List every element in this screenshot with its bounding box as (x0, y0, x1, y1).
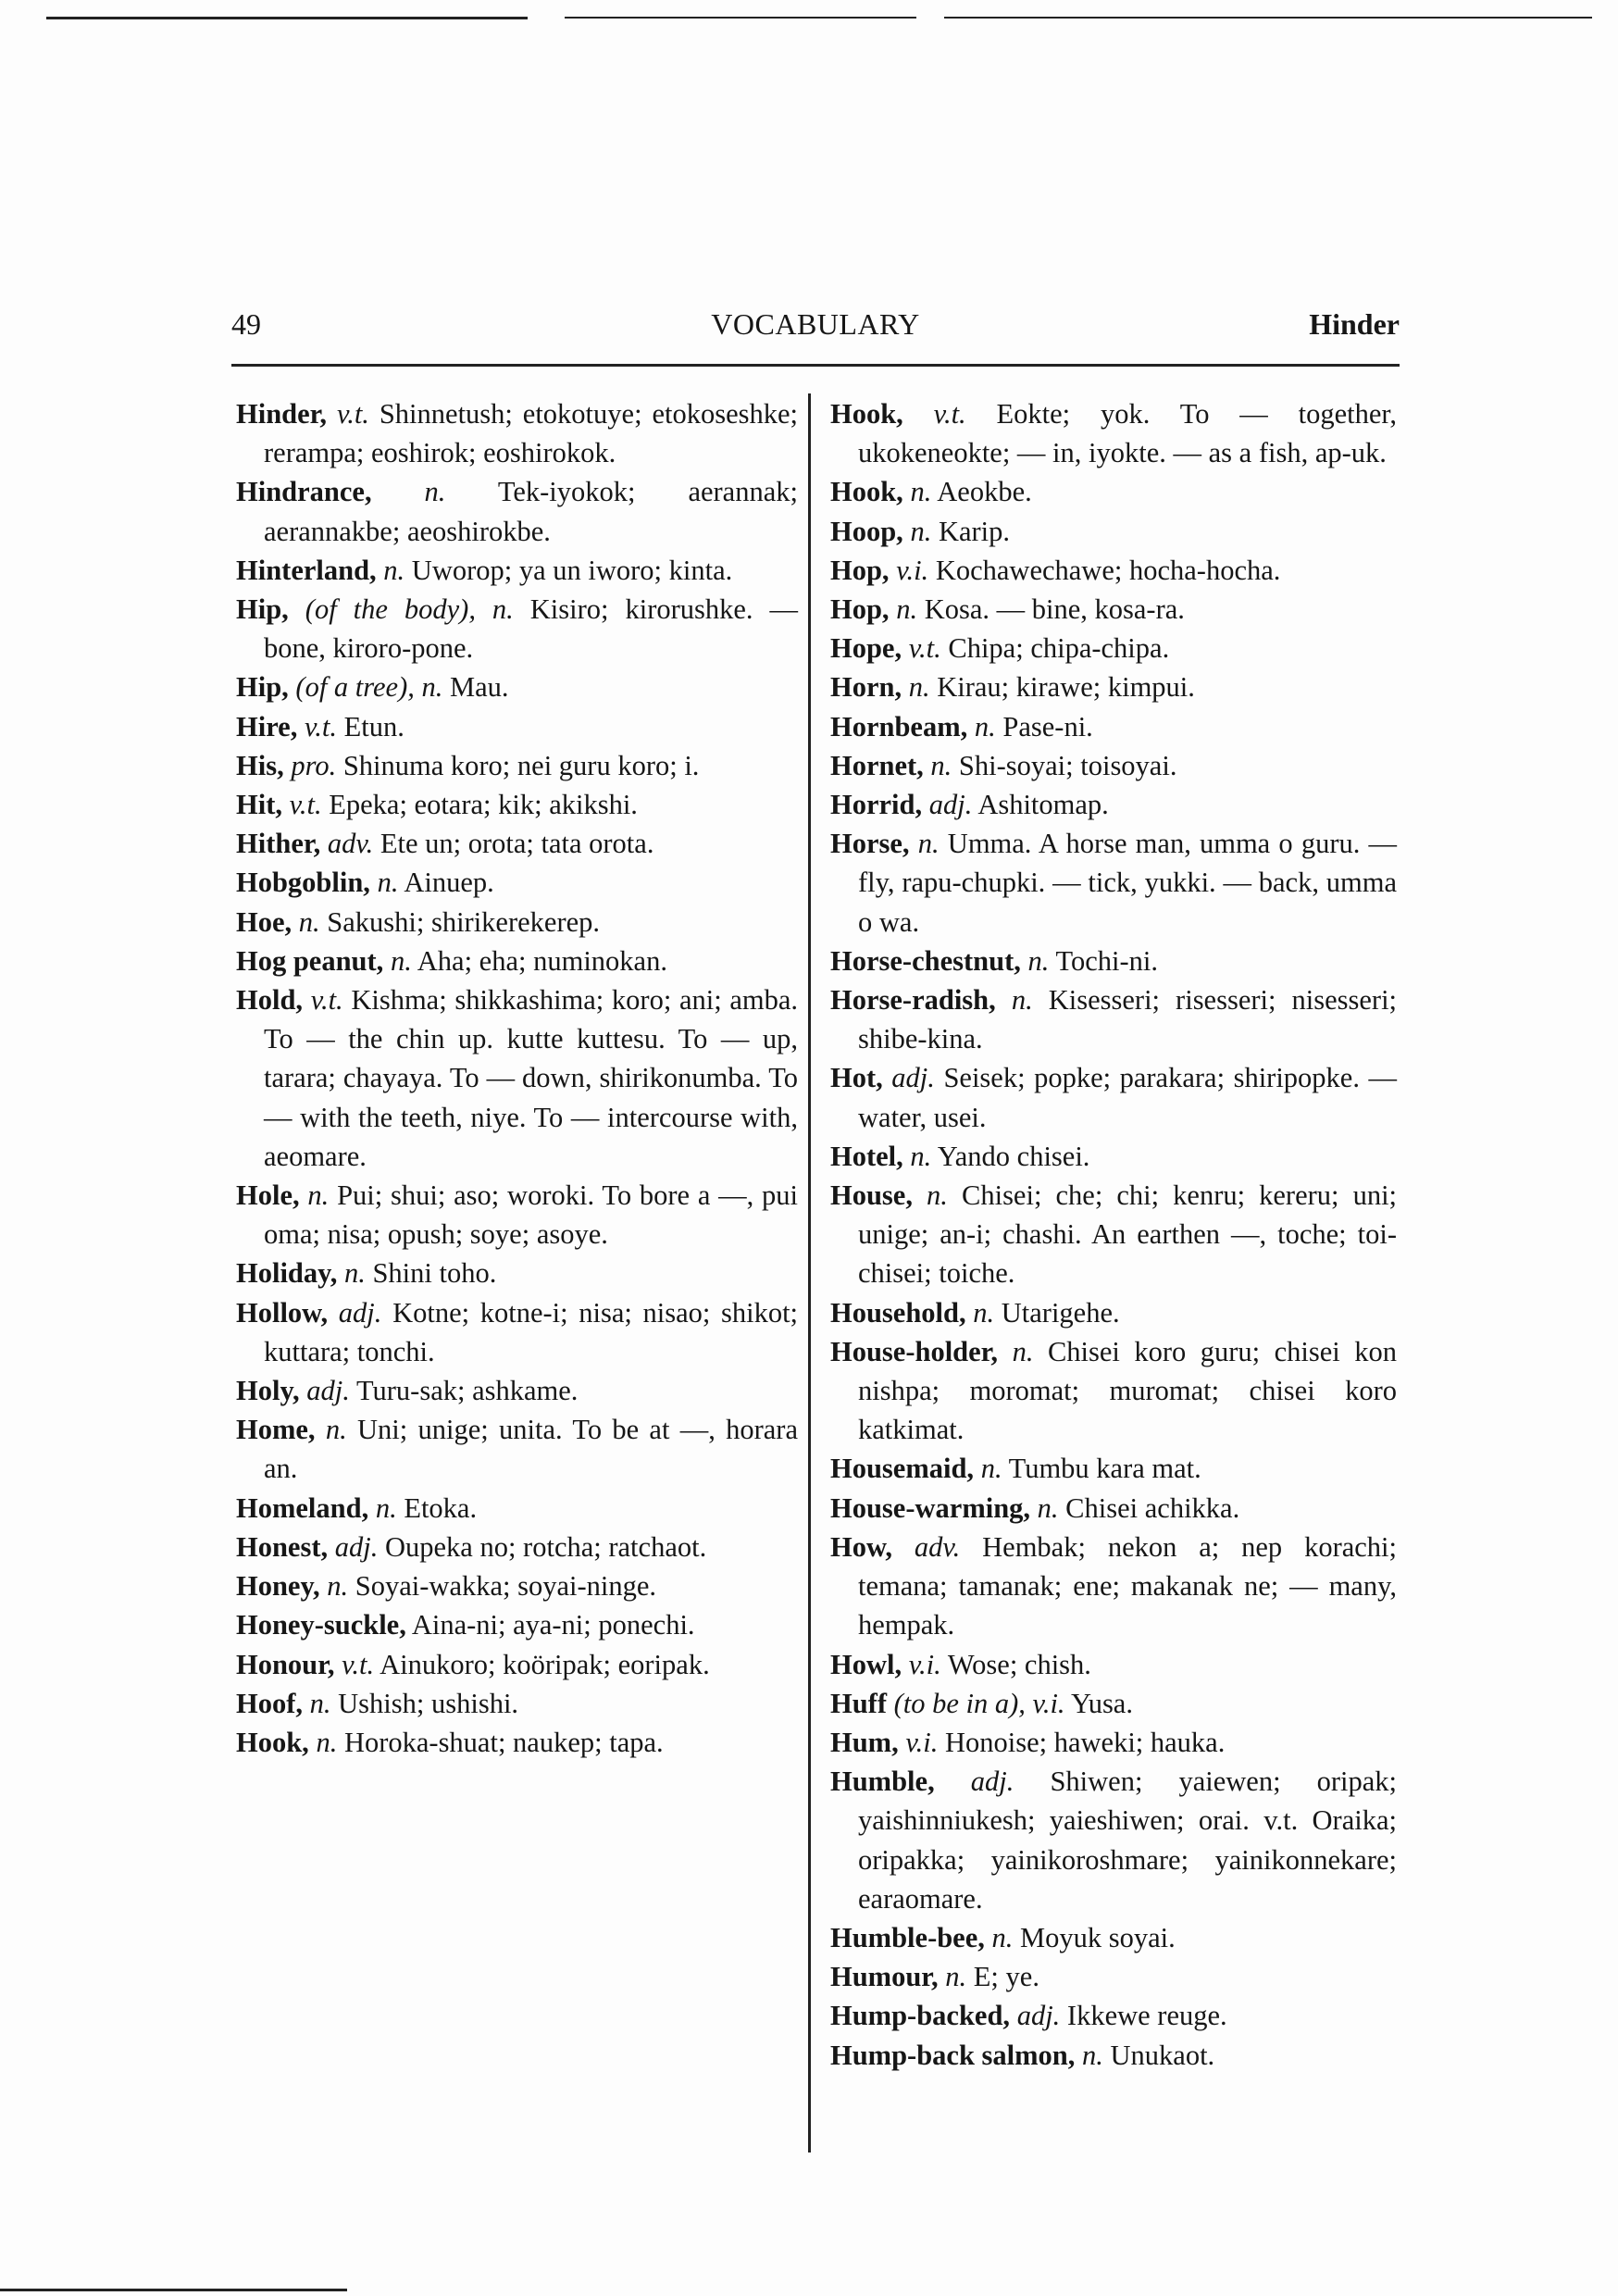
dictionary-entry (830, 472, 1397, 511)
entry-definition: Moyuk soyai. (1020, 1921, 1176, 1953)
entry-part-of-speech: n. (309, 1687, 331, 1719)
entry-headword: Horrid, (830, 789, 923, 821)
entry-part-of-speech: (of the body), n. (305, 593, 514, 626)
entry-part-of-speech: n. (1011, 984, 1033, 1017)
dictionary-entry (830, 2036, 1397, 2075)
entry-part-of-speech: n. (327, 1570, 349, 1603)
entry-definition: Honoise; haweki; hauka. (944, 1726, 1226, 1758)
entry-definition: Pui; shui; aso; woroki. To bore a —, pui oma; nisa; opush; soye; asoye. (264, 1179, 799, 1251)
dictionary-entry (236, 707, 798, 746)
entry-definition: Eokte; yok. To — together, ukokeneokte; — in, iyokte. — as a fish, ap-uk. (858, 398, 1397, 469)
entry-headword: Horse-chestnut, (830, 944, 1021, 977)
dictionary-entry (236, 394, 798, 472)
entry-definition: Tumbu kara mat. (1008, 1453, 1201, 1485)
entry-definition: Chisei; che; chi; kenru; kereru; uni; unige; an-i; chashi. An earthen —, toche; toi-chisei; toiche. (858, 1179, 1398, 1290)
dictionary-entry (236, 551, 798, 590)
entry-headword: Hinterland, (236, 554, 377, 586)
entry-part-of-speech: v.t. (908, 632, 941, 665)
dictionary-entry (830, 1293, 1397, 1332)
entry-part-of-speech: n. (908, 671, 930, 704)
entry-definition: Kirau; kirawe; kimpui. (937, 671, 1195, 704)
entry-part-of-speech: n. (917, 828, 940, 860)
entry-part-of-speech: adj. (334, 1530, 379, 1563)
entry-part-of-speech: adj. (891, 1062, 935, 1094)
entry-definition: Ikkewe reuge. (1066, 2000, 1227, 2032)
entry-part-of-speech: n. (424, 476, 446, 508)
entry-definition: Shiwen; yaiewen; oripak; yaishinniukesh; yaieshiwen; orai. v.t. Oraika; oripakka; yainikoroshmare; yainikonnekare; earaomare. (858, 1766, 1398, 1915)
entry-definition: Ushish; ushishi. (338, 1687, 519, 1719)
entry-part-of-speech: n. (974, 710, 996, 742)
dictionary-entry (830, 512, 1397, 551)
entry-part-of-speech: v.i. (905, 1726, 939, 1758)
entry-part-of-speech: v.t. (289, 789, 322, 821)
dictionary-entry (830, 1918, 1397, 1957)
entry-definition: Shini toho. (372, 1257, 497, 1290)
running-title: VOCABULARY (711, 307, 920, 341)
entry-headword: Hip, (236, 593, 289, 626)
dictionary-entry (830, 942, 1397, 980)
entry-headword: Honey-suckle, (236, 1609, 406, 1641)
entry-part-of-speech: adj. (1016, 2000, 1061, 2032)
entry-headword: Hop, (830, 554, 890, 586)
entry-definition: Shi-soyai; toisoyai. (958, 749, 1177, 781)
entry-headword: Hot, (830, 1062, 883, 1094)
entry-part-of-speech: v.t. (342, 1648, 375, 1680)
entry-part-of-speech: n. (307, 1179, 330, 1212)
dictionary-entry (830, 785, 1397, 824)
entry-part-of-speech: n. (910, 1140, 932, 1172)
entry-part-of-speech: (of a tree), n. (295, 671, 443, 704)
entry-headword: Hole, (236, 1179, 300, 1212)
entry-headword: House, (830, 1179, 913, 1212)
entry-part-of-speech: n. (973, 1296, 995, 1329)
dictionary-entry (830, 1957, 1397, 1996)
entry-part-of-speech: n. (316, 1726, 338, 1758)
dictionary-entry (830, 824, 1397, 942)
entry-part-of-speech: n. (1027, 944, 1050, 977)
entry-headword: Humour, (830, 1961, 939, 1993)
entry-definition: Etun. (343, 710, 404, 742)
dictionary-entry (830, 1176, 1397, 1293)
dictionary-entry (830, 590, 1397, 629)
dictionary-entry (830, 1137, 1397, 1176)
entry-part-of-speech: v.i. (896, 554, 929, 586)
entry-headword: House-holder, (830, 1335, 999, 1367)
entry-headword: Hook, (830, 476, 903, 508)
entry-headword: Holiday, (236, 1257, 338, 1290)
entry-definition: Ete un; orota; tata orota. (380, 828, 654, 860)
entry-headword: Howl, (830, 1648, 902, 1680)
entry-headword: Hip, (236, 671, 289, 704)
entry-part-of-speech: v.t. (310, 984, 343, 1017)
dictionary-entry (236, 1528, 798, 1566)
left-column (236, 394, 798, 1762)
entry-headword: Hire, (236, 710, 298, 742)
dictionary-entry (830, 1645, 1397, 1684)
dictionary-entry (236, 472, 798, 550)
entry-part-of-speech: n. (980, 1453, 1002, 1485)
page-header (231, 307, 1400, 354)
entry-headword: Hump-back salmon, (830, 2039, 1076, 2071)
entry-part-of-speech: n. (390, 944, 412, 977)
entry-headword: Humble, (830, 1766, 935, 1798)
entry-headword: Hornet, (830, 749, 924, 781)
entry-headword: Hit, (236, 789, 282, 821)
entry-part-of-speech: v.t. (933, 398, 966, 430)
entry-part-of-speech: adv. (914, 1530, 961, 1563)
entry-headword: How, (830, 1530, 892, 1563)
entry-definition: Soyai-wakka; soyai-ninge. (355, 1570, 657, 1603)
dictionary-entry (830, 980, 1397, 1058)
entry-part-of-speech: n. (375, 1491, 397, 1524)
dictionary-entry (830, 1528, 1397, 1645)
entry-headword: Hoop, (830, 515, 903, 547)
entry-part-of-speech: n. (910, 476, 932, 508)
dictionary-entry (236, 785, 798, 824)
entry-part-of-speech: pro. (291, 749, 337, 781)
scan-bottom-rule (0, 2289, 347, 2291)
dictionary-entry (830, 707, 1397, 746)
dictionary-entry (236, 903, 798, 942)
dictionary-entry (236, 1566, 798, 1605)
entry-definition: Chisei achikka. (1065, 1491, 1240, 1524)
entry-definition: Mau. (450, 671, 509, 704)
entry-headword: Hindrance, (236, 476, 372, 508)
entry-definition: Aha; eha; numinokan. (417, 944, 667, 977)
entry-part-of-speech: n. (910, 515, 932, 547)
guide-word: Hinder (1309, 307, 1400, 341)
dictionary-entry (236, 1723, 798, 1762)
entry-headword: His, (236, 749, 284, 781)
entry-definition: Tochi-ni. (1055, 944, 1158, 977)
dictionary-entry (236, 1684, 798, 1723)
entry-definition: Chisei koro guru; chisei kon nishpa; moromat; muromat; chisei koro katkimat. (858, 1335, 1398, 1446)
entry-definition: Epeka; eotara; kik; akikshi. (329, 789, 638, 821)
entry-definition: Utarigehe. (1001, 1296, 1120, 1329)
entry-headword: Hinder, (236, 398, 328, 430)
entry-definition: Kotne; kotne-i; nisa; nisao; shikot; kuttara; tonchi. (264, 1296, 799, 1367)
right-column (830, 394, 1397, 2075)
entry-definition: Uni; unige; unita. To be at —, horara an. (264, 1414, 798, 1485)
dictionary-entry (830, 746, 1397, 785)
entry-part-of-speech: n. (383, 554, 405, 586)
dictionary-entry (236, 590, 798, 668)
entry-part-of-speech: n. (930, 749, 952, 781)
dictionary-entry (830, 1489, 1397, 1528)
entry-headword: Hook, (236, 1726, 309, 1758)
entry-part-of-speech: (to be in a), v.i. (893, 1687, 1065, 1719)
entry-headword: Honest, (236, 1530, 329, 1563)
scan-top-rule-2 (565, 17, 916, 19)
dictionary-entry (830, 668, 1397, 706)
header-rule (231, 364, 1400, 367)
entry-part-of-speech: v.t. (304, 710, 337, 742)
dictionary-entry (830, 1723, 1397, 1762)
entry-part-of-speech: n. (927, 1179, 948, 1212)
entry-headword: Horn, (830, 671, 902, 704)
entry-part-of-speech: n. (991, 1921, 1014, 1953)
dictionary-entry (830, 551, 1397, 590)
entry-definition: Karip. (938, 515, 1011, 547)
entry-definition: Kisiro; kirorushke. — bone, kiroro-pone. (264, 593, 799, 665)
entry-definition: Kosa. — bine, kosa-ra. (924, 593, 1185, 626)
dictionary-entry (236, 1371, 798, 1410)
entry-definition: Ainuep. (404, 867, 494, 899)
entry-headword: Hoof, (236, 1687, 304, 1719)
entry-definition: Turu-sak; ashkame. (355, 1375, 579, 1407)
entry-headword: Homeland, (236, 1491, 369, 1524)
dictionary-entry (236, 863, 798, 902)
scan-top-rule-1 (46, 17, 528, 19)
entry-definition: Ainukoro; koöripak; eoripak. (380, 1648, 710, 1680)
column-divider (808, 393, 811, 2152)
dictionary-entry (236, 1489, 798, 1528)
entry-definition: Kochawechawe; hocha-hocha. (935, 554, 1281, 586)
dictionary-entry (236, 1293, 798, 1371)
entry-part-of-speech: n. (325, 1414, 347, 1446)
dictionary-entry (236, 668, 798, 706)
entry-headword: Horse, (830, 828, 910, 860)
entry-definition: Unukaot. (1110, 2039, 1215, 2071)
dictionary-entry (236, 1645, 798, 1684)
entry-headword: Hog peanut, (236, 944, 384, 977)
entry-headword: Hornbeam, (830, 710, 968, 742)
entry-headword: Hotel, (830, 1140, 903, 1172)
entry-part-of-speech: adv. (327, 828, 374, 860)
entry-definition: Kisesseri; risesseri; nisesseri; shibe-kina. (858, 984, 1398, 1055)
entry-part-of-speech: n. (896, 593, 918, 626)
entry-part-of-speech: v.i. (908, 1648, 941, 1680)
entry-headword: Honey, (236, 1570, 320, 1603)
entry-definition: Uworop; ya un iworo; kinta. (411, 554, 733, 586)
dictionary-entry (236, 1176, 798, 1254)
dictionary-entry (830, 629, 1397, 668)
entry-headword: Hollow, (236, 1296, 329, 1329)
entry-headword: House-warming, (830, 1491, 1031, 1524)
dictionary-entry (830, 394, 1397, 472)
entry-headword: Horse-radish, (830, 984, 996, 1017)
entry-part-of-speech: adj. (970, 1766, 1014, 1798)
entry-part-of-speech: adj. (338, 1296, 382, 1329)
entry-definition: Shinnetush; etokotuye; etokoseshke; rerampa; eoshirok; eoshirokok. (264, 398, 798, 469)
dictionary-entry (236, 824, 798, 863)
entry-definition: Yusa. (1071, 1687, 1133, 1719)
entry-headword: Hum, (830, 1726, 899, 1758)
entry-headword: Hope, (830, 632, 902, 665)
entry-definition: Tek-iyokok; aerannak; aerannakbe; aeoshirokbe. (264, 476, 798, 547)
entry-part-of-speech: n. (945, 1961, 967, 1993)
entry-part-of-speech: n. (1082, 2039, 1103, 2071)
entry-part-of-speech: n. (343, 1257, 366, 1290)
dictionary-entry (830, 1332, 1397, 1450)
entry-definition: Seisek; popke; parakara; shiripopke. — water, usei. (858, 1062, 1397, 1133)
entry-definition: Etoka. (404, 1491, 478, 1524)
entry-part-of-speech: adj. (928, 789, 973, 821)
dictionary-entry (236, 980, 798, 1176)
dictionary-entry (830, 1684, 1397, 1723)
entry-headword: Hobgoblin, (236, 867, 370, 899)
entry-definition: Horoka-shuat; naukep; tapa. (343, 1726, 664, 1758)
entry-part-of-speech: n. (1037, 1491, 1059, 1524)
entry-headword: Hold, (236, 984, 304, 1017)
entry-definition: Ashitomap. (977, 789, 1109, 821)
dictionary-entry (236, 746, 798, 785)
dictionary-entry (236, 1605, 798, 1644)
entry-definition: Yando chisei. (937, 1140, 1090, 1172)
page-number: 49 (231, 307, 261, 341)
entry-part-of-speech: n. (1012, 1335, 1034, 1367)
dictionary-entry (830, 1996, 1397, 2035)
entry-headword: Holy, (236, 1375, 300, 1407)
entry-definition: Aeokbe. (937, 476, 1032, 508)
entry-part-of-speech: adj. (306, 1375, 350, 1407)
entry-definition: Chipa; chipa-chipa. (948, 632, 1170, 665)
entry-definition: Pase-ni. (1002, 710, 1093, 742)
entry-headword: Honour, (236, 1648, 335, 1680)
entry-definition: Wose; chish. (947, 1648, 1091, 1680)
entry-headword: Home, (236, 1414, 316, 1446)
dictionary-entry (830, 1058, 1397, 1136)
entry-part-of-speech: v.t. (336, 398, 369, 430)
entry-definition: Shinuma koro; nei guru koro; i. (342, 749, 700, 781)
entry-headword: Hook, (830, 398, 903, 430)
dictionary-entry (236, 942, 798, 980)
dictionary-entry (830, 1449, 1397, 1488)
entry-definition: Aina-ni; aya-ni; ponechi. (411, 1609, 695, 1641)
entry-headword: Humble-bee, (830, 1921, 985, 1953)
entry-definition: Sakushi; shirikerekerep. (327, 905, 601, 938)
entry-part-of-speech: n. (298, 905, 320, 938)
entry-headword: Household, (830, 1296, 966, 1329)
entry-part-of-speech: n. (377, 867, 399, 899)
entry-headword: Hoe, (236, 905, 292, 938)
scan-top-rule-3 (944, 17, 1592, 19)
entry-definition: Hembak; nekon a; nep korachi; temana; tamanak; ene; makanak ne; — many, hempak. (858, 1530, 1397, 1641)
entry-headword: Housemaid, (830, 1453, 975, 1485)
entry-headword: Hop, (830, 593, 890, 626)
dictionary-entry (830, 1762, 1397, 1918)
entry-headword: Hump-backed, (830, 2000, 1011, 2032)
dictionary-entry (236, 1410, 798, 1488)
entry-definition: Oupeka no; rotcha; ratchaot. (384, 1530, 707, 1563)
entry-definition: Umma. A horse man, umma o guru. — fly, rapu-chupki. — tick, yukki. — back, umma o wa. (858, 828, 1398, 938)
entry-definition: Kishma; shikkashima; koro; ani; amba. To — the chin up. kutte kuttesu. To — up, tarara; chayaya. To — down, shirikonumba. To — with the teeth, niye. To — intercourse with, aeomare. (264, 984, 798, 1172)
entry-headword: Huff (830, 1687, 887, 1719)
entry-headword: Hither, (236, 828, 321, 860)
dictionary-entry (236, 1254, 798, 1292)
entry-definition: E; ye. (973, 1961, 1039, 1993)
